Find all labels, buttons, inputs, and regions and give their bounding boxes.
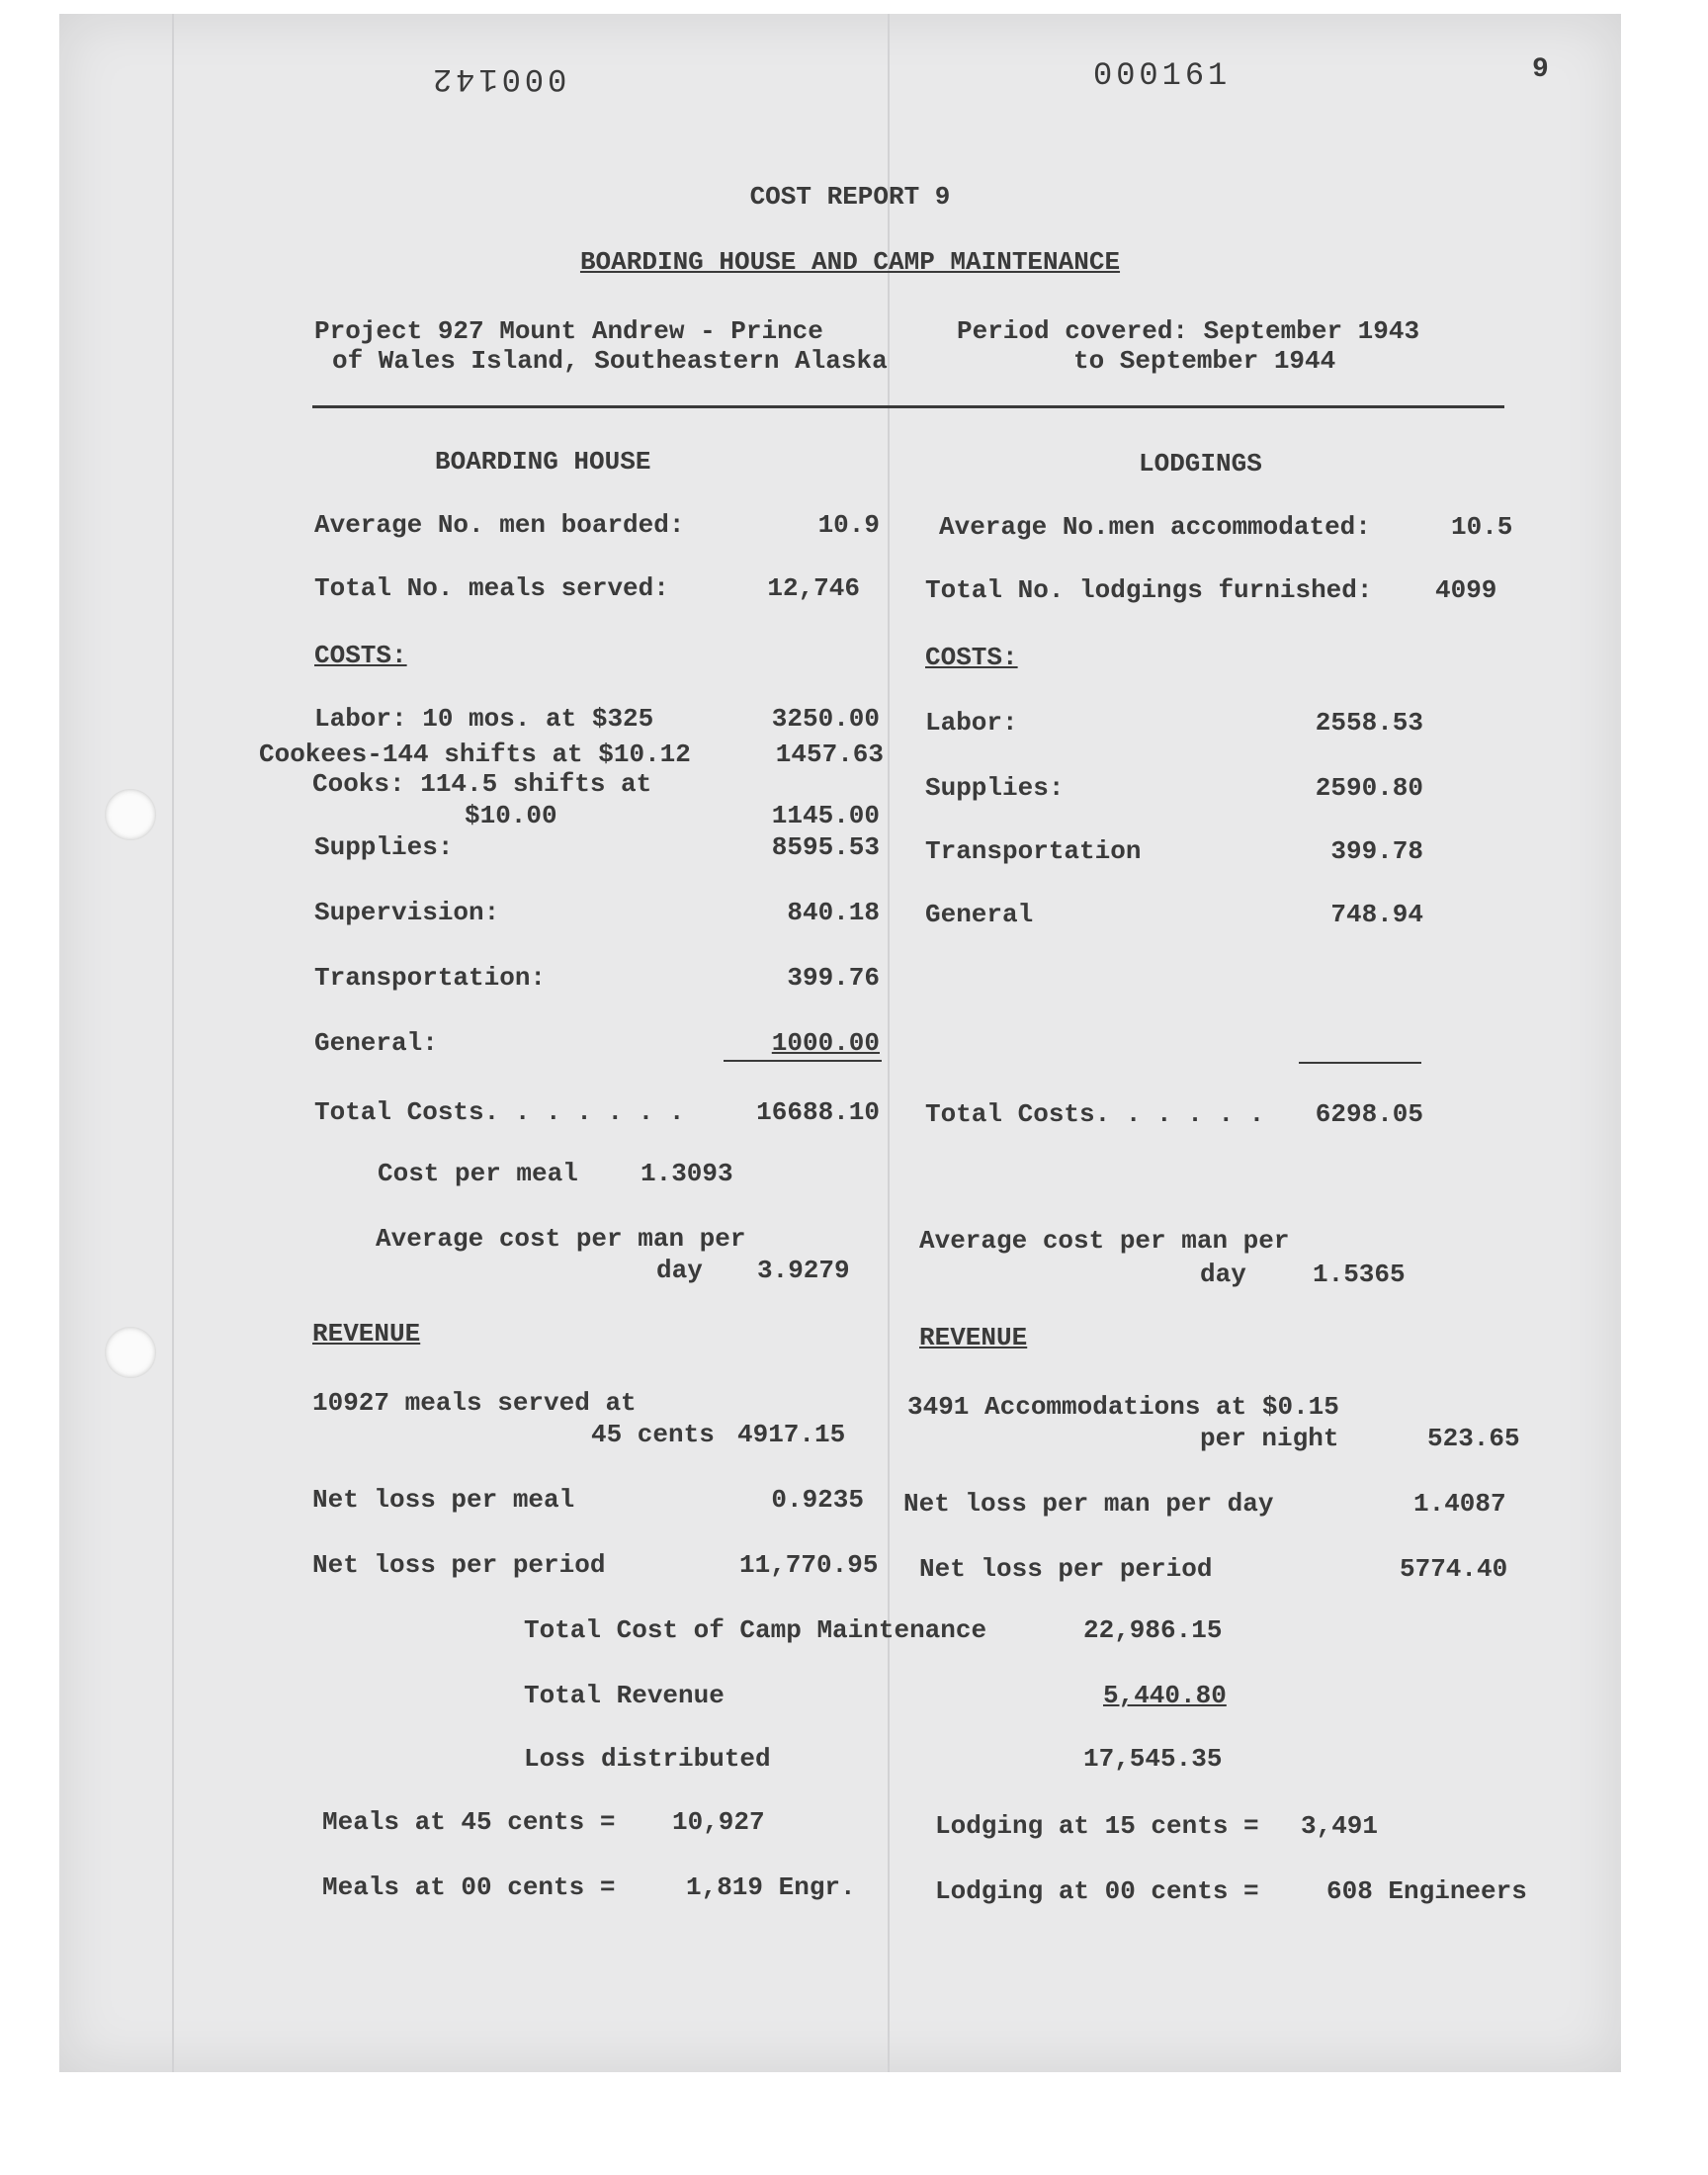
boarding-heading: BOARDING HOUSE	[435, 447, 651, 477]
boarding-net-loss-period-value: 11,770.95	[739, 1550, 879, 1580]
summary-meals45-label: Meals at 45 cents =	[322, 1807, 616, 1837]
stamp-number-right: 000161	[1093, 57, 1232, 94]
summary-meals45-value: 10,927	[672, 1807, 765, 1837]
boarding-meals-value: 12,746	[767, 573, 860, 603]
lodgings-heading: LODGINGS	[1139, 449, 1262, 478]
summary-lodging00-value: 608 Engineers	[1326, 1876, 1527, 1906]
lodgings-avg-cost-value: 1.5365	[1313, 1260, 1406, 1289]
lodgings-costs-heading: COSTS:	[925, 643, 1018, 672]
boarding-cookees-label: Cookees-144 shifts at $10.12	[259, 740, 691, 769]
binder-hole-top	[105, 789, 156, 840]
report-subtitle: BOARDING HOUSE AND CAMP MAINTENANCE	[579, 247, 1121, 277]
boarding-total-value: 16688.10	[756, 1097, 880, 1127]
lodgings-revenue-value: 523.65	[1427, 1424, 1520, 1453]
summary-loss-label: Loss distributed	[524, 1744, 771, 1774]
summary-meals00-value: 1,819 Engr.	[686, 1872, 856, 1902]
lodgings-net-loss-period-value: 5774.40	[1400, 1554, 1508, 1584]
lodgings-total-costs-value: 6298.05	[1315, 1099, 1423, 1129]
lodgings-avg-cost-label-1: Average cost per man per	[919, 1226, 1290, 1256]
lodgings-revenue-heading: REVENUE	[919, 1323, 1028, 1352]
document-page	[59, 14, 1621, 2072]
boarding-revenue-heading: REVENUE	[312, 1319, 421, 1348]
lodgings-revenue-label-1: 3491 Accommodations at $0.15	[907, 1392, 1339, 1422]
boarding-revenue-value: 4917.15	[737, 1420, 846, 1449]
summary-lodging15-label: Lodging at 15 cents =	[935, 1811, 1259, 1841]
boarding-labor-label: Labor: 10 mos. at $325	[314, 704, 654, 734]
lodgings-revenue-label-2: per night	[1200, 1424, 1339, 1453]
project-line-2: of Wales Island, Southeastern Alaska	[332, 346, 888, 376]
boarding-supplies-label: Supplies:	[314, 832, 454, 862]
boarding-avg-men-value: 10.9	[817, 510, 880, 540]
lodgings-supplies-value: 2590.80	[1315, 773, 1423, 803]
boarding-labor-value: 3250.00	[771, 704, 880, 734]
boarding-avg-men-label: Average No. men boarded:	[314, 510, 685, 540]
lodgings-net-loss-day-label: Net loss per man per day	[903, 1489, 1274, 1519]
boarding-cost-per-meal-value: 1.3093	[640, 1159, 733, 1188]
boarding-supervision-label: Supervision:	[314, 898, 500, 927]
report-title: COST REPORT 9	[749, 182, 951, 212]
summary-meals00-label: Meals at 00 cents =	[322, 1872, 616, 1902]
boarding-cooks-label-2: $10.00	[465, 801, 557, 830]
boarding-revenue-label-2: 45 cents	[591, 1420, 715, 1449]
summary-lodging15-value: 3,491	[1301, 1811, 1379, 1841]
binder-hole-bottom	[105, 1327, 156, 1378]
page-center-line	[888, 14, 890, 2072]
boarding-cooks-value: 1145.00	[771, 801, 880, 830]
lodgings-labor-label: Labor:	[925, 708, 1018, 738]
lodgings-general-label: General	[925, 900, 1034, 929]
boarding-revenue-label-1: 10927 meals served at	[312, 1388, 637, 1418]
boarding-meals-label: Total No. meals served:	[314, 573, 669, 603]
lodgings-avg-men-value: 10.5	[1451, 512, 1513, 542]
project-line-1: Project 927 Mount Andrew - Prince	[314, 316, 823, 346]
boarding-avg-cost-value: 3.9279	[757, 1256, 850, 1285]
lodgings-net-loss-day-value: 1.4087	[1413, 1489, 1506, 1519]
summary-total-cost-label: Total Cost of Camp Maintenance	[524, 1615, 987, 1645]
lodgings-net-loss-period-label: Net loss per period	[919, 1554, 1213, 1584]
header-rule	[312, 405, 1504, 408]
boarding-general-value: 1000.00	[771, 1028, 880, 1058]
boarding-transport-label: Transportation:	[314, 963, 547, 993]
boarding-cooks-label-1: Cooks: 114.5 shifts at	[312, 769, 652, 799]
boarding-cookees-value: 1457.63	[775, 740, 884, 769]
lodgings-avg-cost-label-2: day	[1200, 1260, 1246, 1289]
summary-total-revenue-value: 5,440.80	[1103, 1681, 1227, 1710]
boarding-avg-cost-label-2: day	[656, 1256, 703, 1285]
boarding-transport-value: 399.76	[787, 963, 880, 993]
boarding-supervision-value: 840.18	[787, 898, 880, 927]
summary-lodging00-label: Lodging at 00 cents =	[935, 1876, 1259, 1906]
lodgings-transport-value: 399.78	[1330, 836, 1423, 866]
lodgings-avg-men-label: Average No.men accommodated:	[939, 512, 1371, 542]
lodgings-general-value: 748.94	[1330, 900, 1423, 929]
summary-total-cost-value: 22,986.15	[1083, 1615, 1223, 1645]
boarding-supplies-value: 8595.53	[771, 832, 880, 862]
page-fold-line	[172, 14, 174, 2072]
boarding-general-label: General:	[314, 1028, 438, 1058]
lodgings-total-costs-label: Total Costs. . . . . .	[925, 1099, 1265, 1129]
lodgings-total-value: 4099	[1435, 575, 1497, 605]
boarding-cost-per-meal-label: Cost per meal	[378, 1159, 578, 1188]
lodgings-total-label: Total No. lodgings furnished:	[925, 575, 1373, 605]
boarding-total-rule	[724, 1060, 882, 1062]
page-number: 9	[1532, 54, 1549, 85]
boarding-net-loss-meal-value: 0.9235	[771, 1485, 864, 1515]
boarding-avg-cost-label-1: Average cost per man per	[376, 1224, 746, 1254]
lodgings-supplies-label: Supplies:	[925, 773, 1065, 803]
period-line-2: to September 1944	[1073, 346, 1336, 376]
boarding-net-loss-meal-label: Net loss per meal	[312, 1485, 575, 1515]
boarding-costs-heading: COSTS:	[314, 641, 407, 670]
period-line-1: Period covered: September 1943	[957, 316, 1420, 346]
stamp-number-left: 000142	[429, 60, 567, 97]
boarding-total-label: Total Costs. . . . . . .	[314, 1097, 685, 1127]
summary-loss-value: 17,545.35	[1083, 1744, 1223, 1774]
lodgings-total-rule	[1299, 1062, 1421, 1064]
boarding-net-loss-period-label: Net loss per period	[312, 1550, 606, 1580]
lodgings-transport-label: Transportation	[925, 836, 1142, 866]
lodgings-labor-value: 2558.53	[1315, 708, 1423, 738]
summary-total-revenue-label: Total Revenue	[524, 1681, 725, 1710]
